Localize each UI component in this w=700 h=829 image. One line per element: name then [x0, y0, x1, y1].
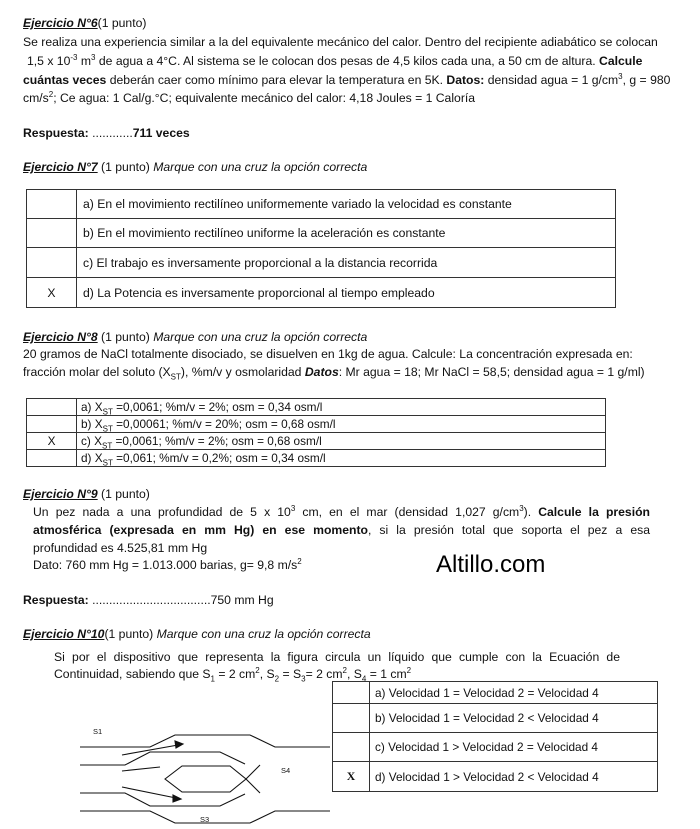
ex8-instruction: Marque con una cruz la opción correcta [153, 330, 368, 344]
ex8-option-text [77, 450, 606, 467]
ex6-l3c: , g = 980 [622, 73, 671, 87]
ex10-l2g: = 1 cm [366, 667, 407, 681]
ex6-l3-bold2: Datos: [446, 73, 485, 87]
ex6-title: Ejercicio N°6 [23, 16, 98, 30]
ex6-l4b: ; Ce agua: 1 Cal/g.°C; equivalente mecánico del calor: 4,18 Joules = 1 Caloría [53, 91, 476, 105]
ex9-text-line1 [33, 504, 650, 521]
ex10-mark-cell[interactable]: X [333, 762, 370, 792]
ex7-mark-cell[interactable] [27, 219, 77, 248]
ex7-option-row[interactable] [27, 278, 616, 308]
ex6-l3b: densidad agua = 1 g/cm [484, 73, 619, 87]
ex7-option-row[interactable] [27, 248, 616, 278]
ex7-option-row[interactable] [27, 219, 616, 248]
ex9-l1c: ). [523, 505, 539, 519]
ex8-opt-a-sub: ST [102, 407, 113, 417]
ex9-answer-dots: .................................. [88, 593, 208, 607]
ex8-l2a: fracción molar del soluto (X [23, 365, 171, 379]
ex8-text-line2 [23, 364, 645, 381]
pipe-upper-inner-wall [80, 752, 245, 765]
ex8-opt-d-text: =0,061; %m/v = 0,2%; osm = 0,34 osm/l [112, 451, 326, 465]
flow-arrowhead-upper [175, 741, 183, 748]
ex9-l2-bold: atmosférica (expresada en mm Hg) en ese momento [33, 523, 368, 537]
ex6-l2-bold: Calcule [599, 54, 643, 68]
ex7-option-text: a) En el movimiento rectilíneo uniformemente variado la velocidad es constante [77, 190, 616, 219]
ex6-l3a: deberán caer como mínimo para elevar la temperatura en 5K. [106, 73, 447, 87]
ex8-l2-sub: ST [170, 372, 181, 382]
ex6-answer-label: Respuesta: [23, 126, 89, 140]
ex9-heading [23, 486, 150, 503]
ex6-l2a: 1,5 x 10 [27, 54, 71, 68]
ex8-heading [23, 329, 367, 346]
ex8-opt-b-prefix: b) X [81, 417, 103, 431]
ex9-answer-value: .750 mm Hg [207, 593, 274, 607]
ex8-opt-d-sub: ST [102, 458, 113, 468]
ex8-mark-cell[interactable]: X [27, 433, 77, 450]
ex7-title: Ejercicio N°7 [23, 160, 98, 174]
diagram-label-s1: S1 [93, 727, 103, 736]
ex6-l2-exp2: 3 [91, 52, 96, 62]
ex9-text-line3: profundidad es 4.525,81 mm Hg [33, 541, 208, 555]
ex10-mark-cell[interactable] [333, 704, 370, 733]
diagram-label-s3: S3 [200, 815, 210, 824]
ex6-heading [23, 15, 146, 32]
ex10-l2b: = 2 cm [214, 667, 256, 681]
ex10-options-table [332, 681, 658, 792]
ex6-l2c: de agua a 4°C. Al sistema se le colocan dos pesas de 4,5 kilos cada una, a 50 cm de altura. [95, 54, 600, 68]
ex10-l2e: = 2 cm [305, 667, 343, 681]
ex10-mark-cell[interactable] [333, 733, 370, 762]
ex10-l2c: , S [259, 667, 275, 681]
ex7-option-text: b) En el movimiento rectilíneo uniforme la aceleración es constante [77, 219, 616, 248]
pipe-flow-diagram [80, 720, 330, 828]
ex9-l1b: cm, en el mar (densidad 1,027 g/cm [295, 505, 520, 519]
ex10-option-row[interactable] [333, 762, 658, 792]
ex6-text-line3 [23, 72, 670, 89]
ex9-text-line2 [33, 522, 650, 539]
ex8-l2b: ), %m/v y osmolaridad [180, 365, 305, 379]
ex10-title: Ejercicio N°10 [23, 627, 105, 641]
ex9-l1-bold: Calcule la presión [538, 505, 650, 519]
ex10-option-row[interactable] [333, 682, 658, 704]
ex10-e1-sup: 2 [255, 665, 260, 675]
ex6-l2b: m [77, 54, 92, 68]
ex8-opt-b-text: =0,00061; %m/v = 20%; osm = 0,68 osm/l [112, 417, 336, 431]
ex7-option-row[interactable] [27, 190, 616, 219]
ex8-opt-a-text: =0,0061; %m/v = 2%; osm = 0,34 osm/l [112, 400, 323, 414]
ex8-opt-c-text: =0,0061; %m/v = 2%; osm = 0,68 osm/l [112, 434, 322, 448]
ex6-l4-exp: 2 [48, 89, 54, 99]
ex8-l2-bold: Datos [304, 365, 339, 379]
altillo-watermark: Altillo.com [436, 551, 546, 578]
ex10-l2a: Continuidad, sabiendo que S [54, 667, 211, 681]
ex10-s4-sub: 4 [361, 674, 367, 684]
ex8-opt-c-prefix: c) X [81, 434, 102, 448]
ex9-answer-label: Respuesta: [23, 593, 89, 607]
ex10-s1-sub: 1 [210, 674, 215, 684]
ex10-l2d: = S [279, 667, 302, 681]
ex7-mark-cell[interactable] [27, 248, 77, 278]
ex8-option-row[interactable] [27, 450, 606, 467]
ex10-option-text: a) Velocidad 1 = Velocidad 2 = Velocidad 4 [370, 682, 658, 704]
diagram-label-s4: S4 [281, 766, 291, 775]
ex10-text-line1: Si por el dispositivo que representa la figura circula un líquido que cumple con la Ecuación de [54, 650, 620, 664]
ex10-s3-sub: 3 [301, 674, 306, 684]
ex8-option-text [77, 433, 606, 450]
ex10-option-text: c) Velocidad 1 > Velocidad 2 = Velocidad 4 [370, 733, 658, 762]
ex7-mark-cell[interactable] [27, 190, 77, 219]
ex10-option-text: d) Velocidad 1 > Velocidad 2 < Velocidad 4 [370, 762, 658, 792]
ex9-l2a: , si la presión total que soporta el pez a esa [367, 523, 650, 537]
ex8-l2c: : Mr agua = 18; Mr NaCl = 58,5; densidad agua = 1 g/ml) [338, 365, 645, 379]
ex6-text-line1: Se realiza una experiencia similar a la del equivalente mecánico del calor. Dentro del recipiente adiabático se colocan [23, 35, 658, 49]
ex6-answer [23, 125, 190, 142]
ex9-answer [23, 592, 274, 609]
ex9-l4-exp: 2 [297, 556, 302, 566]
ex9-l1a: Un pez nada a una profundidad de 5 x 10 [33, 505, 291, 519]
ex8-title: Ejercicio N°8 [23, 330, 98, 344]
pipe-merge-lines [246, 765, 260, 793]
ex7-option-text: c) El trabajo es inversamente proporcional a la distancia recorrida [77, 248, 616, 278]
ex10-e3-sup: 2 [406, 665, 412, 675]
ex8-option-row[interactable] [27, 416, 606, 433]
ex7-points: (1 punto) [97, 160, 154, 174]
ex8-option-row[interactable] [27, 433, 606, 450]
ex8-option-text [77, 416, 606, 433]
ex6-points: (1 punto) [97, 16, 147, 30]
pipe-upper-wall [80, 735, 330, 747]
ex7-heading [23, 159, 367, 176]
ex10-points: (1 punto) [104, 627, 157, 641]
ex7-instruction: Marque con una cruz la opción correcta [153, 160, 368, 174]
ex8-mark-cell[interactable] [27, 399, 77, 416]
ex8-points: (1 punto) [97, 330, 154, 344]
ex10-s2-sub: 2 [274, 674, 280, 684]
ex6-text-line4 [23, 90, 475, 107]
ex8-mark-cell[interactable] [27, 416, 77, 433]
flow-arrowhead-lower [173, 795, 181, 802]
ex9-text-line4 [33, 557, 302, 574]
ex9-title: Ejercicio N°9 [23, 487, 98, 501]
ex8-option-row[interactable] [27, 399, 606, 416]
ex8-opt-a-prefix: a) X [81, 400, 103, 414]
ex10-instruction: Marque con una cruz la opción correcta [156, 627, 371, 641]
ex8-opt-d-prefix: d) X [81, 451, 103, 465]
ex9-points: (1 punto) [97, 487, 150, 501]
flow-arrow-lower [122, 787, 176, 798]
ex9-l1-exp: 3 [290, 503, 296, 513]
ex6-text-line2 [27, 53, 642, 70]
ex6-answer-value: 711 veces [132, 126, 190, 140]
ex9-l1-exp2: 3 [519, 503, 524, 513]
ex8-opt-c-sub: ST [101, 441, 113, 451]
ex7-options-table [26, 189, 616, 308]
ex6-l3-bold1: cuántas veces [23, 73, 107, 87]
ex10-mark-cell[interactable] [333, 682, 370, 704]
ex10-option-row[interactable] [333, 733, 658, 762]
ex8-text-line1: 20 gramos de NaCl totalmente disociado, se disuelven en 1kg de agua. Calcule: La concentración expresada en: [23, 347, 633, 361]
ex7-mark-cell[interactable]: X [27, 278, 77, 308]
ex10-option-text: b) Velocidad 1 = Velocidad 2 < Velocidad 4 [370, 704, 658, 733]
ex10-e2-sup: 2 [342, 665, 347, 675]
ex9-l4a: Dato: 760 mm Hg = 1.013.000 barias, g= 9,8 m/s [33, 558, 298, 572]
ex10-l2f: , S [346, 667, 362, 681]
pipe-center-block [165, 766, 246, 792]
ex6-l2-exp1: -3 [70, 52, 78, 62]
ex8-options-table [26, 398, 606, 467]
ex8-opt-b-sub: ST [102, 424, 113, 434]
ex10-heading [23, 626, 371, 643]
ex6-l3-exp: 3 [618, 71, 623, 81]
ex10-option-row[interactable] [333, 704, 658, 733]
ex8-option-text [77, 399, 606, 416]
ex7-option-text: d) La Potencia es inversamente proporcional al tiempo empleado [77, 278, 616, 308]
ex8-mark-cell[interactable] [27, 450, 77, 467]
ex6-answer-dots: ............ [88, 126, 133, 140]
flow-arrow-upper-2 [122, 767, 160, 771]
ex6-l4a: cm/s [23, 91, 49, 105]
